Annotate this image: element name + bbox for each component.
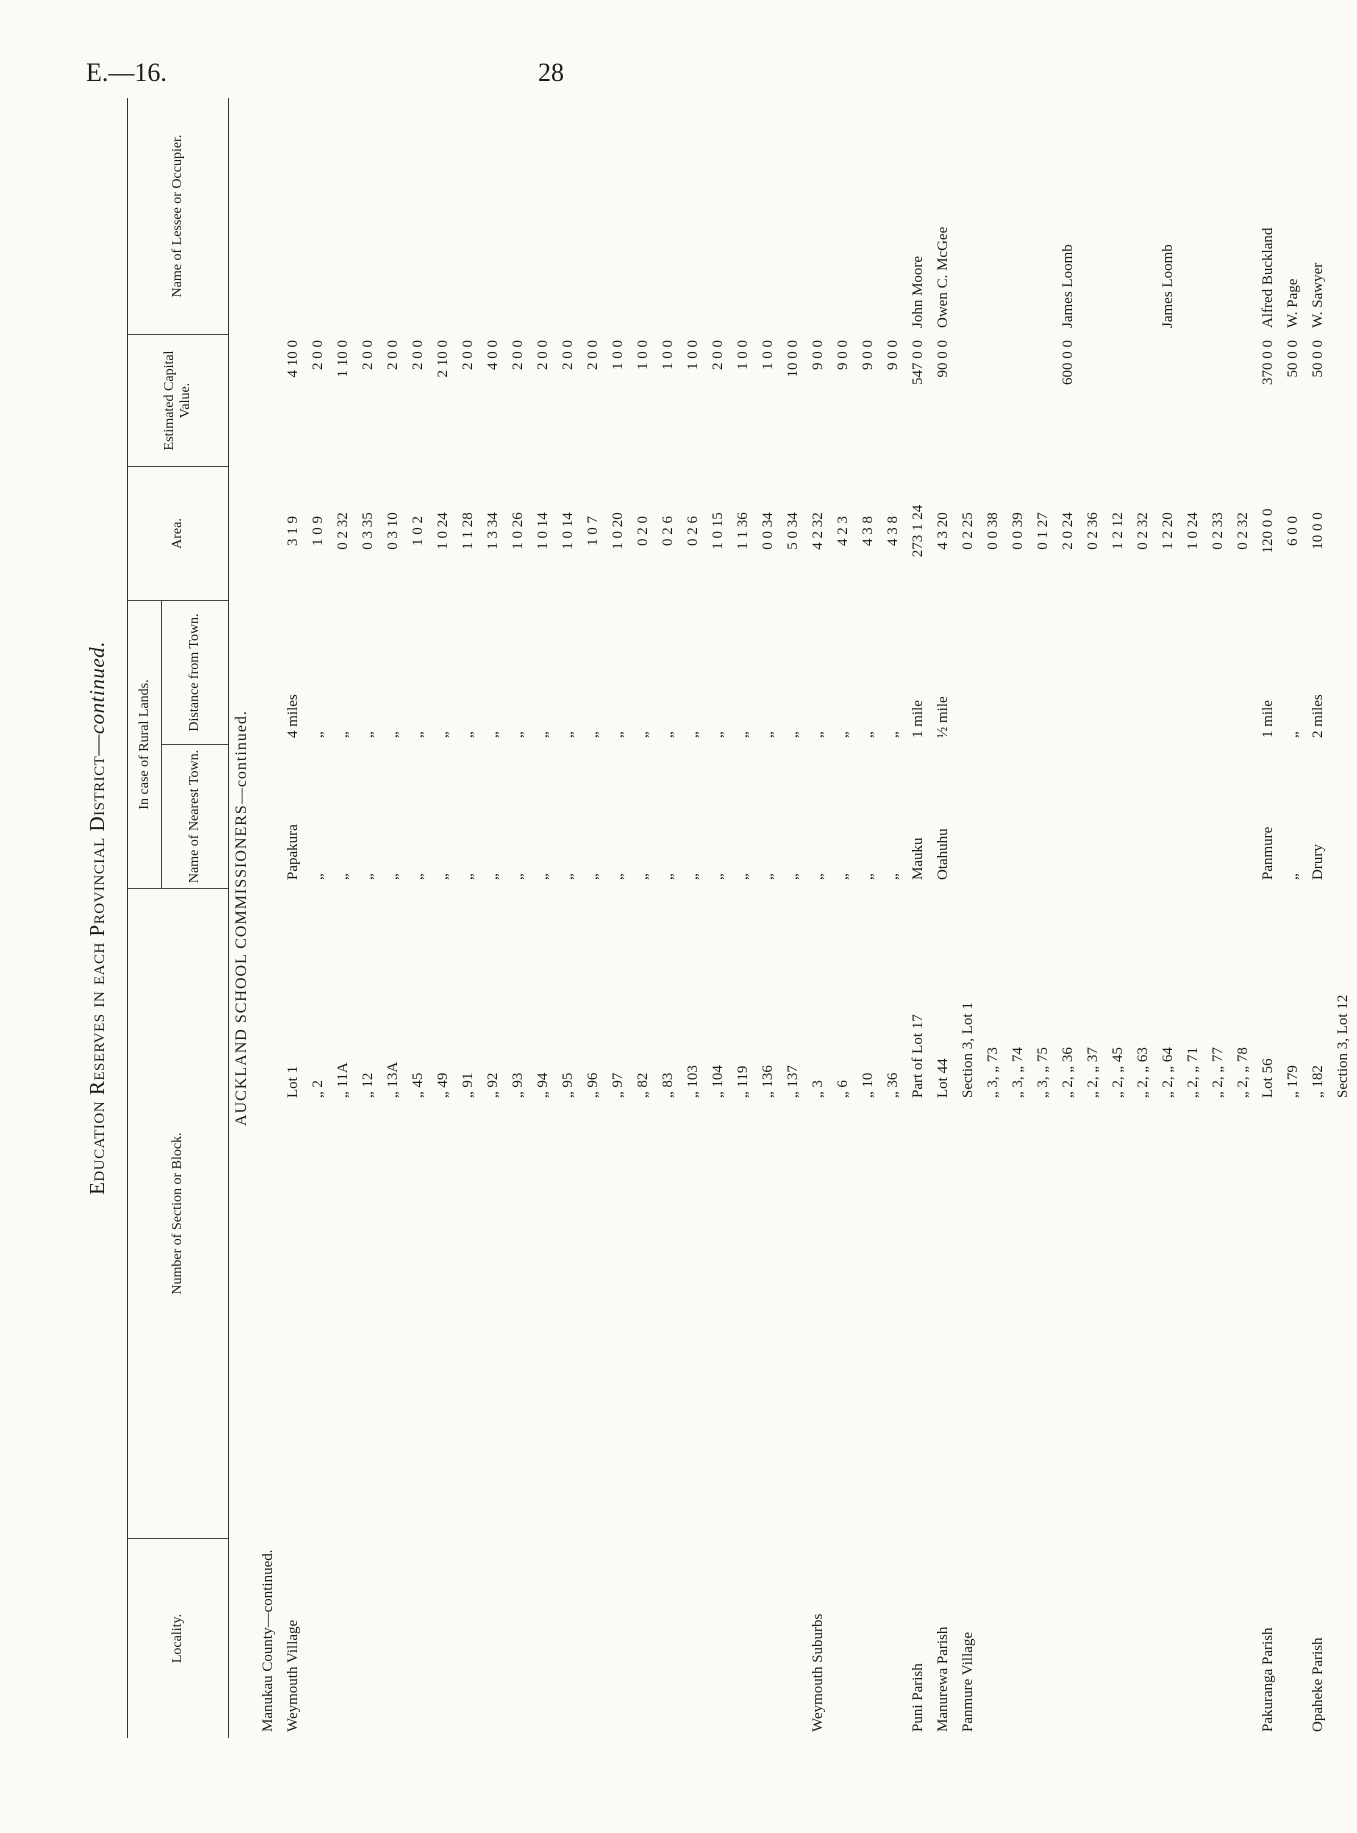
table-row xyxy=(1282,98,1307,1738)
cell-area: 1 0 24 xyxy=(1185,512,1201,550)
cell-area: 1 3 34 xyxy=(485,512,501,550)
cell-lot: Section 3, Lot 1 xyxy=(960,1002,976,1098)
cell-lot: „ 2, „ 78 xyxy=(1235,1047,1251,1098)
cell-area: 120 0 0 xyxy=(1260,508,1276,554)
cell-lessee: W. Page xyxy=(1285,278,1301,328)
cell-cap: 10 0 0 xyxy=(785,340,801,378)
cell-town: „ xyxy=(610,873,626,880)
cell-lot: „ 13A xyxy=(385,1061,401,1098)
table-body xyxy=(257,98,1357,1738)
cell-cap: 2 0 0 xyxy=(510,340,526,370)
cell-town: „ xyxy=(760,873,776,880)
table-row xyxy=(557,98,582,1738)
table-row xyxy=(682,98,707,1738)
cell-dist: „ xyxy=(835,731,851,738)
cell-town: „ xyxy=(710,873,726,880)
cell-area: 0 0 38 xyxy=(985,512,1001,550)
table-row xyxy=(532,98,557,1738)
cell-area: 6 0 0 xyxy=(1285,516,1301,546)
table-title: Education Reserves in each Provincial District—continued. xyxy=(85,641,109,1195)
cell-dist: „ xyxy=(660,731,676,738)
cell-cap: 1 0 0 xyxy=(735,340,751,370)
cell-area: 0 0 34 xyxy=(760,512,776,550)
cell-lot: „ 83 xyxy=(660,1072,676,1098)
header-distance: Distance from Town. xyxy=(162,600,228,744)
cell-dist: „ xyxy=(535,731,551,738)
table-row xyxy=(757,98,782,1738)
cell-town: „ xyxy=(560,873,576,880)
cell-cap: 50 0 0 xyxy=(1310,340,1326,378)
cell-lot: „ 91 xyxy=(460,1072,476,1098)
cell-dist: „ xyxy=(610,731,626,738)
table-row xyxy=(407,98,432,1738)
cell-cap: 9 0 0 xyxy=(810,340,826,370)
cell-area: 0 0 39 xyxy=(1010,512,1026,550)
cell-dist: „ xyxy=(410,731,426,738)
cell-town: „ xyxy=(660,873,676,880)
cell-area: 0 2 32 xyxy=(1135,512,1151,550)
cell-area: 5 0 34 xyxy=(785,512,801,550)
cell-locality: Manurewa Parish xyxy=(935,1626,951,1732)
cell-lot: „ 49 xyxy=(435,1072,451,1098)
table-row xyxy=(282,98,307,1738)
cell-lessee: W. Sawyer xyxy=(1310,262,1326,328)
cell-lot: „ 2, „ 77 xyxy=(1210,1047,1226,1098)
cell-dist: „ xyxy=(385,731,401,738)
table-row xyxy=(657,98,682,1738)
cell-area: 0 2 25 xyxy=(960,512,976,550)
cell-town: „ xyxy=(885,873,901,880)
table-row xyxy=(857,98,882,1738)
table-row xyxy=(907,98,932,1738)
rotated-table xyxy=(85,98,1351,1738)
cell-town: „ xyxy=(435,873,451,880)
cell-town: „ xyxy=(635,873,651,880)
cell-dist: „ xyxy=(735,731,751,738)
cell-cap: 1 0 0 xyxy=(610,340,626,370)
cell-cap: 9 0 0 xyxy=(860,340,876,370)
cell-area: 1 2 20 xyxy=(1160,512,1176,550)
cell-area: 3 1 9 xyxy=(285,516,301,546)
cell-locality: Manukau County—continued. xyxy=(260,1549,276,1732)
cell-town: „ xyxy=(460,873,476,880)
header-locality: Locality. xyxy=(128,1538,228,1738)
cell-lot: „ 36 xyxy=(885,1072,901,1098)
cell-area: 0 3 35 xyxy=(360,512,376,550)
cell-town: „ xyxy=(835,873,851,880)
cell-lot: „ 103 xyxy=(685,1065,701,1098)
table-row xyxy=(1007,98,1032,1738)
cell-area: 4 3 8 xyxy=(885,516,901,546)
cell-dist: „ xyxy=(860,731,876,738)
cell-town: Mauku xyxy=(910,837,926,880)
cell-lot: „ 94 xyxy=(535,1072,551,1098)
cell-cap: 9 0 0 xyxy=(885,340,901,370)
table-row xyxy=(1232,98,1257,1738)
cell-cap: 2 0 0 xyxy=(710,340,726,370)
cell-area: 1 0 15 xyxy=(710,512,726,550)
cell-lot: „ 137 xyxy=(785,1065,801,1098)
cell-lot: „ 93 xyxy=(510,1072,526,1098)
cell-cap: 1 0 0 xyxy=(760,340,776,370)
cell-lot: „ 2, „ 45 xyxy=(1110,1047,1126,1098)
cell-town: Otahuhu xyxy=(935,828,951,880)
cell-lot: „ 45 xyxy=(410,1072,426,1098)
cell-dist: „ xyxy=(635,731,651,738)
cell-cap: 9 0 0 xyxy=(835,340,851,370)
table-row xyxy=(632,98,657,1738)
cell-area: 0 2 32 xyxy=(335,512,351,550)
cell-dist: 4 miles xyxy=(285,694,301,738)
cell-lot: „ 92 xyxy=(485,1072,501,1098)
cell-cap: 1 0 0 xyxy=(635,340,651,370)
cell-lot: „ 182 xyxy=(1310,1065,1326,1098)
table-row xyxy=(257,98,282,1738)
cell-dist: „ xyxy=(485,731,501,738)
table-row xyxy=(332,98,357,1738)
cell-cap: 600 0 0 xyxy=(1060,340,1076,385)
cell-cap: 370 0 0 xyxy=(1260,340,1276,385)
cell-town: „ xyxy=(360,873,376,880)
cell-cap: 1 10 0 xyxy=(335,340,351,378)
cell-cap: 2 0 0 xyxy=(310,340,326,370)
cell-area: 1 0 14 xyxy=(560,512,576,550)
cell-area: 0 3 10 xyxy=(385,512,401,550)
cell-town: „ xyxy=(585,873,601,880)
cell-dist: „ xyxy=(685,731,701,738)
table-row xyxy=(1082,98,1107,1738)
cell-locality: Weymouth Village xyxy=(285,1619,301,1732)
cell-lessee: James Loomb xyxy=(1060,244,1076,328)
cell-dist: „ xyxy=(785,731,801,738)
cell-dist: „ xyxy=(710,731,726,738)
cell-area: 1 0 26 xyxy=(510,512,526,550)
cell-lessee: John Moore xyxy=(910,255,926,328)
cell-area: 4 2 3 xyxy=(835,516,851,546)
cell-area: 1 1 28 xyxy=(460,512,476,550)
table-row xyxy=(732,98,757,1738)
cell-dist: „ xyxy=(1285,731,1301,738)
cell-lot: Lot 44 xyxy=(935,1058,951,1098)
page-header xyxy=(0,0,1114,100)
cell-dist: ½ mile xyxy=(935,696,951,738)
table-row xyxy=(357,98,382,1738)
table-row xyxy=(457,98,482,1738)
cell-dist: 1 mile xyxy=(1260,700,1276,738)
cell-town: Papakura xyxy=(285,824,301,880)
cell-dist: „ xyxy=(810,731,826,738)
cell-lot: „ 3, „ 75 xyxy=(1035,1047,1051,1098)
cell-lot: „ 11A xyxy=(335,1062,351,1098)
cell-cap: 2 0 0 xyxy=(385,340,401,370)
cell-locality: Opaheke Parish xyxy=(1310,1637,1326,1732)
cell-locality: Weymouth Suburbs xyxy=(810,1613,826,1732)
cell-area: 4 3 8 xyxy=(860,516,876,546)
cell-lot: „ 2, „ 63 xyxy=(1135,1047,1151,1098)
cell-area: 1 0 20 xyxy=(610,512,626,550)
table-row xyxy=(1107,98,1132,1738)
cell-area: 2 0 24 xyxy=(1060,512,1076,550)
cell-town: Drury xyxy=(1310,844,1326,880)
cell-area: 1 0 2 xyxy=(410,516,426,546)
cell-area: 273 1 24 xyxy=(910,504,926,558)
cell-lot: „ 3, „ 73 xyxy=(985,1047,1001,1098)
header-capital: Estimated Capital Value. xyxy=(128,334,228,466)
cell-lot: „ 96 xyxy=(585,1072,601,1098)
cell-area: 0 2 36 xyxy=(1085,512,1101,550)
cell-cap: 90 0 0 xyxy=(935,340,951,378)
cell-cap: 4 10 0 xyxy=(285,340,301,378)
cell-lot: „ 2, „ 64 xyxy=(1160,1047,1176,1098)
cell-cap: 4 0 0 xyxy=(485,340,501,370)
cell-town: „ xyxy=(810,873,826,880)
cell-lot: „ 3 xyxy=(810,1080,826,1098)
cell-area: 1 0 14 xyxy=(535,512,551,550)
cell-town: „ xyxy=(860,873,876,880)
header-nearest-town: Name of Nearest Town. xyxy=(162,744,228,888)
cell-town: „ xyxy=(735,873,751,880)
cell-lessee: Alfred Buckland xyxy=(1260,227,1276,328)
table-row xyxy=(982,98,1007,1738)
table-row xyxy=(382,98,407,1738)
cell-lessee: James Loomb xyxy=(1160,244,1176,328)
cell-lot: „ 2, „ 71 xyxy=(1185,1047,1201,1098)
cell-lot: „ 3, „ 74 xyxy=(1010,1047,1026,1098)
cell-area: 4 2 32 xyxy=(810,512,826,550)
cell-area: 0 2 33 xyxy=(1210,512,1226,550)
cell-lot: Part of Lot 17 xyxy=(910,1014,926,1098)
section-heading: AUCKLAND SCHOOL COMMISSIONERS—continued. xyxy=(233,710,250,1126)
table-row xyxy=(1057,98,1082,1738)
cell-cap: 2 10 0 xyxy=(435,340,451,378)
cell-lot: „ 136 xyxy=(760,1065,776,1098)
cell-area: 0 1 27 xyxy=(1035,512,1051,550)
cell-lot: „ 2 xyxy=(310,1080,326,1098)
cell-dist: 1 mile xyxy=(910,700,926,738)
cell-cap: 2 0 0 xyxy=(535,340,551,370)
table-row xyxy=(957,98,982,1738)
cell-cap: 1 0 0 xyxy=(660,340,676,370)
cell-town: „ xyxy=(785,873,801,880)
cell-area: 4 3 20 xyxy=(935,512,951,550)
cell-area: 1 0 7 xyxy=(585,516,601,546)
table-row xyxy=(932,98,957,1738)
cell-dist: „ xyxy=(335,731,351,738)
header-section: Number of Section or Block. xyxy=(128,888,228,1538)
cell-lot: „ 12 xyxy=(360,1072,376,1098)
cell-lot: „ 104 xyxy=(710,1065,726,1098)
cell-dist: „ xyxy=(360,731,376,738)
cell-cap: 547 0 0 xyxy=(910,340,926,385)
cell-cap: 2 0 0 xyxy=(410,340,426,370)
cell-dist: „ xyxy=(510,731,526,738)
cell-cap: 2 0 0 xyxy=(360,340,376,370)
cell-area: 0 2 6 xyxy=(660,516,676,546)
cell-area: 1 1 36 xyxy=(735,512,751,550)
cell-town: „ xyxy=(310,873,326,880)
cell-area: 1 0 9 xyxy=(310,516,326,546)
cell-town: „ xyxy=(485,873,501,880)
cell-cap: 2 0 0 xyxy=(560,340,576,370)
cell-lessee: Owen C. McGee xyxy=(935,226,951,328)
cell-lot: Lot 56 xyxy=(1260,1058,1276,1098)
cell-lot: „ 119 xyxy=(735,1065,751,1098)
table-row xyxy=(507,98,532,1738)
cell-area: 1 2 12 xyxy=(1110,512,1126,550)
header-rural-group: In case of Rural Lands. xyxy=(128,600,162,888)
cell-town: „ xyxy=(335,873,351,880)
cell-town: „ xyxy=(535,873,551,880)
cell-dist: „ xyxy=(585,731,601,738)
cell-lot: Lot 1 xyxy=(285,1065,301,1098)
table-row xyxy=(782,98,807,1738)
cell-town: „ xyxy=(1285,873,1301,880)
table-row xyxy=(307,98,332,1738)
table-header xyxy=(127,98,229,1738)
cell-dist: „ xyxy=(310,731,326,738)
cell-dist: „ xyxy=(435,731,451,738)
cell-lot: „ 2, „ 37 xyxy=(1085,1047,1101,1098)
cell-dist: „ xyxy=(760,731,776,738)
cell-cap: 2 0 0 xyxy=(460,340,476,370)
cell-dist: 2 miles xyxy=(1310,694,1326,738)
page-reference: E.—16. xyxy=(86,58,167,87)
table-row xyxy=(1307,98,1332,1738)
table-row xyxy=(1207,98,1232,1738)
cell-town: „ xyxy=(685,873,701,880)
cell-area: 1 0 24 xyxy=(435,512,451,550)
table-row xyxy=(432,98,457,1738)
cell-area: 0 2 32 xyxy=(1235,512,1251,550)
cell-dist: „ xyxy=(885,731,901,738)
cell-dist: „ xyxy=(460,731,476,738)
cell-lot: „ 82 xyxy=(635,1072,651,1098)
cell-lot: „ 2, „ 36 xyxy=(1060,1047,1076,1098)
cell-town: „ xyxy=(510,873,526,880)
cell-cap: 1 0 0 xyxy=(685,340,701,370)
table-row xyxy=(1032,98,1057,1738)
cell-town: „ xyxy=(385,873,401,880)
header-lessee: Name of Lessee or Occupier. xyxy=(169,134,185,298)
cell-lot: „ 179 xyxy=(1285,1065,1301,1098)
cell-locality: Puni Parish xyxy=(910,1663,926,1732)
cell-lot: Section 3, Lot 12 xyxy=(1335,994,1351,1098)
table-row xyxy=(1132,98,1157,1738)
table-row xyxy=(1332,98,1357,1738)
cell-locality: Pakuranga Parish xyxy=(1260,1627,1276,1732)
cell-cap: 2 0 0 xyxy=(585,340,601,370)
cell-cap: 50 0 0 xyxy=(1285,340,1301,378)
cell-dist: „ xyxy=(560,731,576,738)
cell-lot: „ 97 xyxy=(610,1072,626,1098)
cell-lot: „ 6 xyxy=(835,1080,851,1098)
table-row xyxy=(582,98,607,1738)
table-row xyxy=(1257,98,1282,1738)
cell-lot: „ 10 xyxy=(860,1072,876,1098)
table-row xyxy=(707,98,732,1738)
table-row xyxy=(882,98,907,1738)
table-row xyxy=(1182,98,1207,1738)
table-row xyxy=(607,98,632,1738)
cell-area: 0 2 6 xyxy=(685,516,701,546)
page-number: 28 xyxy=(538,58,564,87)
table-row xyxy=(1157,98,1182,1738)
table-row xyxy=(482,98,507,1738)
cell-town: Panmure xyxy=(1260,826,1276,880)
cell-town: „ xyxy=(410,873,426,880)
cell-area: 10 0 0 xyxy=(1310,512,1326,550)
cell-lot: „ 95 xyxy=(560,1072,576,1098)
cell-locality: Panmure Village xyxy=(960,1631,976,1732)
table-row xyxy=(807,98,832,1738)
cell-area: 0 2 0 xyxy=(635,516,651,546)
table-row xyxy=(832,98,857,1738)
header-area: Area. xyxy=(128,466,228,600)
